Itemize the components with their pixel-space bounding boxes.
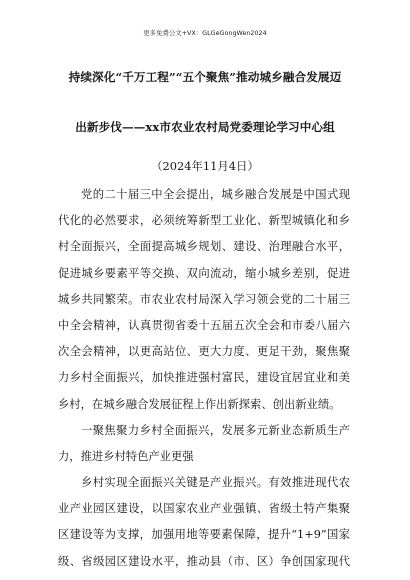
paragraph-line: 乡村，在城乡融合发展征程上作出新探索、创出新业绩。 <box>58 397 341 411</box>
paragraph-line: 次全会精神，以更高站位、更大力度、更足干劲，聚焦聚 <box>58 345 350 359</box>
document-title-line-1: 持续深化“千万工程”“五个聚焦”推动城乡融合发展迈 <box>68 70 342 84</box>
section-heading-line: 一聚焦聚力乡村全面振兴，发展多元新业态新质生产 <box>81 423 350 437</box>
document-date: （2024年11月4日） <box>151 159 259 173</box>
paragraph-line: 代化的必然要求，必须统筹新型工业化、新型城镇化和乡 <box>58 214 350 228</box>
intro-paragraph <box>58 182 350 418</box>
document-title-line-2: 出新步伐——xx市农业农村局党委理论学习中心组 <box>75 120 335 134</box>
paragraph-line: 促进城乡要素平等交换、双向流动，缩小城乡差别，促进 <box>58 266 350 280</box>
paragraph-line: 中全会精神，认真贯彻省委十五届五次全会和市委八届六 <box>58 318 350 332</box>
section-heading <box>58 418 350 470</box>
section-paragraph <box>58 470 350 575</box>
paragraph-line: 区建设等为支撑，加强用地等要素保障，提升“1+9”国家 <box>58 528 350 542</box>
paragraph-line: 党的二十届三中全会提出，城乡融合发展是中国式现 <box>81 188 350 201</box>
paragraph-line: 级、省级园区建设水平，推动县（市、区）争创国家现代 <box>58 554 350 568</box>
paragraph-line: 城乡共同繁荣。市农业农村局深入学习领会党的二十届三 <box>58 292 350 306</box>
paragraph-line: 村全面振兴，全面提高城乡规划、建设、治理融合水平， <box>58 240 350 254</box>
paragraph-line: 业产业园区建设，以国家农业产业强镇、省级土特产集聚 <box>58 502 350 516</box>
paragraph-line: 力乡村全面振兴，加快推进强村富民，建设宜居宜业和美 <box>58 371 350 385</box>
document-body <box>58 182 350 575</box>
section-heading-line: 力，推进乡村特色产业更强 <box>58 449 194 463</box>
paragraph-line: 乡村实现全面振兴关键是产业振兴。有效推进现代农 <box>81 476 350 490</box>
promo-header: 更多免费公文+VX：GLGeGongWen2024 <box>143 29 267 37</box>
